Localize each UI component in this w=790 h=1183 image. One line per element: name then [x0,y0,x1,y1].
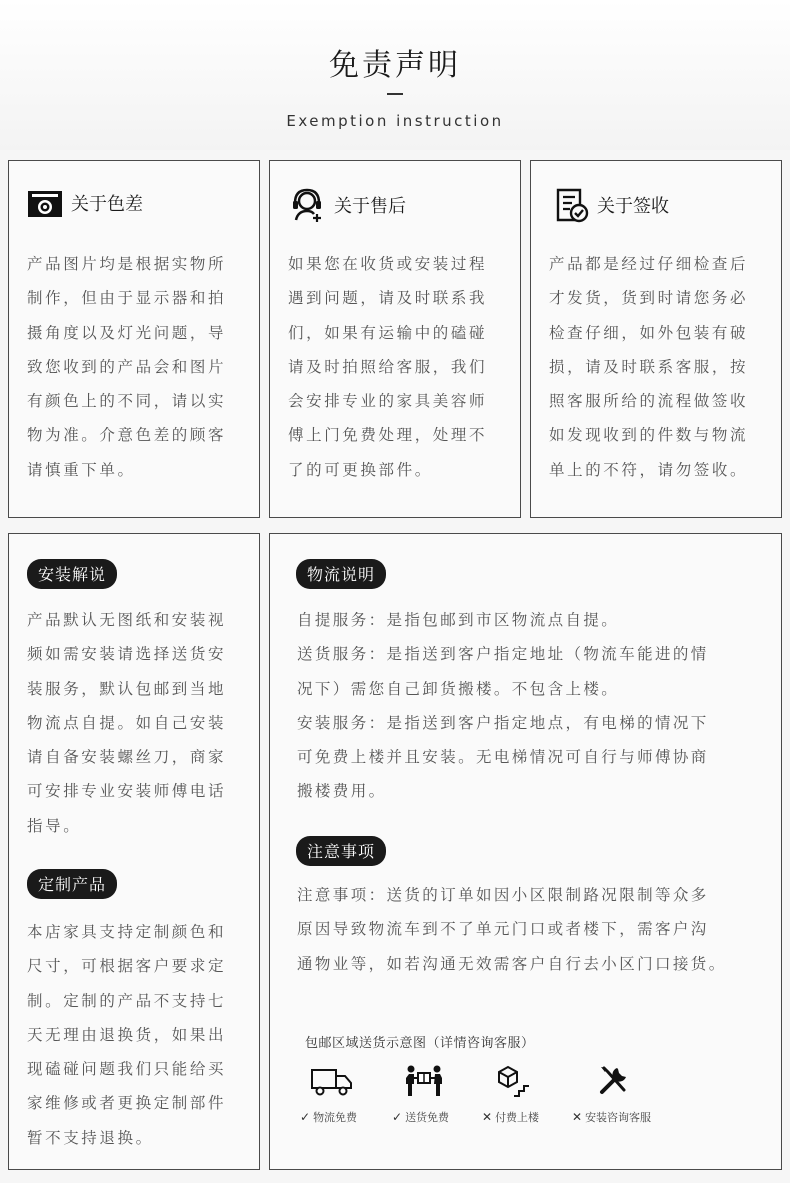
diagram-label [482,1109,539,1125]
text-line: 送货服务：是指送到客户指定地址（物流车能进的情 [297,645,709,664]
text-line: 损，请及时联系客服，按 [549,357,749,376]
card-header [290,187,406,223]
text-line: 装服务，默认包邮到当地 [27,679,227,698]
card-title: 关于签收 [597,196,669,217]
text-line: 请慎重下单。 [27,460,136,479]
text-line: 致您收到的产品会和图片 [27,357,227,376]
diagram-label [572,1109,651,1125]
diagram-label-text: 安装咨询客服 [585,1111,652,1124]
text-line: 原因导致物流车到不了单元门口或者楼下，需客户沟 [297,920,709,939]
tools-icon [598,1064,630,1096]
after-sales-card [269,160,521,518]
text-line: 安装服务：是指送到客户指定地点，有电梯的情况下 [297,713,709,732]
card-header [27,187,143,219]
custom-text [27,915,255,1155]
text-line: 产品默认无图纸和安装视 [27,611,227,629]
text-line: 才发货，货到时请您务必 [549,289,749,308]
text-line: 搬楼费用。 [297,782,387,801]
card-title: 关于色差 [71,194,143,215]
diagram-label-text: 送货免费 [405,1111,450,1124]
text-line: 如发现收到的件数与物流 [549,426,749,445]
text-line: 会安排专业的家具美容师 [288,392,488,411]
text-line: 请自备安装螺丝刀，商家 [27,748,227,767]
text-line: 产品都是经过仔细检查后 [549,255,749,273]
text-line: 况下）需您自己卸货搬楼。不包含上楼。 [297,679,620,698]
text-line: 如果您在收货或安装过程 [288,255,488,273]
text-line: 家维修或者更换定制部件 [27,1094,227,1113]
hand-delivery-icon [404,1064,444,1098]
support-agent-icon [290,187,326,223]
page-title: 免责声明 [329,48,461,83]
check-icon: ✓ [392,1110,403,1124]
notes-text [297,878,777,981]
card-title: 关于售后 [334,196,406,217]
text-line: 傅上门免费处理，处理不 [288,426,488,445]
text-line: 现磕碰问题我们只能给买 [27,1060,227,1079]
diagram-label [392,1109,449,1125]
text-line: 通物业等，如若沟通无效需客户自行去小区门口接货。 [297,954,727,973]
diagram-label-text: 付费上楼 [495,1111,540,1124]
text-line: 摄角度以及灯光问题，导 [27,323,227,342]
text-line: 自提服务：是指包邮到市区物流点自提。 [297,611,620,629]
diagram-label-text: 物流免费 [313,1111,358,1124]
text-line: 单上的不符，请勿签收。 [549,460,749,479]
cross-icon: ✕ [482,1110,493,1124]
text-line: 天无理由退换货，如果出 [27,1025,227,1044]
checklist-icon [555,187,589,223]
text-line: 频如需安装请选择送货安 [27,645,227,664]
card-text [549,247,767,487]
text-line: 了的可更换部件。 [288,460,433,479]
text-line: 可免费上楼并且安装。无电梯情况可自行与师傅协商 [297,748,709,767]
text-line: 们，如果有运输中的磕碰 [288,323,488,342]
text-line: 制作，但由于显示器和拍 [27,289,227,308]
card-text [288,247,506,487]
sign-off-card [530,160,782,518]
text-line: 暂不支持退换。 [27,1128,154,1147]
delivery-truck-icon [310,1066,354,1098]
install-text [27,603,255,843]
card-text [27,247,245,487]
check-icon: ✓ [300,1110,311,1124]
text-line: 尺寸，可根据客户要求定 [27,957,227,976]
text-line: 请及时拍照给客服，我们 [288,357,488,376]
cross-icon: ✕ [572,1110,583,1124]
text-line: 物流点自提。如自己安装 [27,713,227,732]
diagram-label [300,1109,357,1125]
text-line: 制。定制的产品不支持七 [27,991,227,1010]
camera-icon [27,187,63,219]
delivery-diagram-title: 包邮区域送货示意图（详情咨询客服） [305,1036,535,1051]
text-line: 照客服所给的流程做签收 [549,392,749,411]
text-line: 注意事项：送货的订单如因小区限制路况限制等众多 [297,886,709,904]
logistics-section-badge: 物流说明 [296,559,386,589]
title-divider [387,93,403,95]
text-line: 本店家具支持定制颜色和 [27,923,227,941]
custom-section-badge: 定制产品 [27,869,117,899]
logistics-text [297,603,777,809]
text-line: 产品图片均是根据实物所 [27,255,227,273]
card-header [555,187,669,223]
text-line: 遇到问题，请及时联系我 [288,289,488,308]
box-upstairs-icon [496,1064,532,1098]
text-line: 可安排专业安装师傅电话 [27,782,227,801]
install-section-badge: 安装解说 [27,559,117,589]
notes-section-badge: 注意事项 [296,836,386,866]
text-line: 物为准。介意色差的顾客 [27,426,227,445]
text-line: 检查仔细，如外包装有破 [549,323,749,342]
color-difference-card [8,160,260,518]
text-line: 指导。 [27,816,82,835]
text-line: 有颜色上的不同，请以实 [27,392,227,411]
page-subtitle: Exemption instruction [286,112,504,130]
